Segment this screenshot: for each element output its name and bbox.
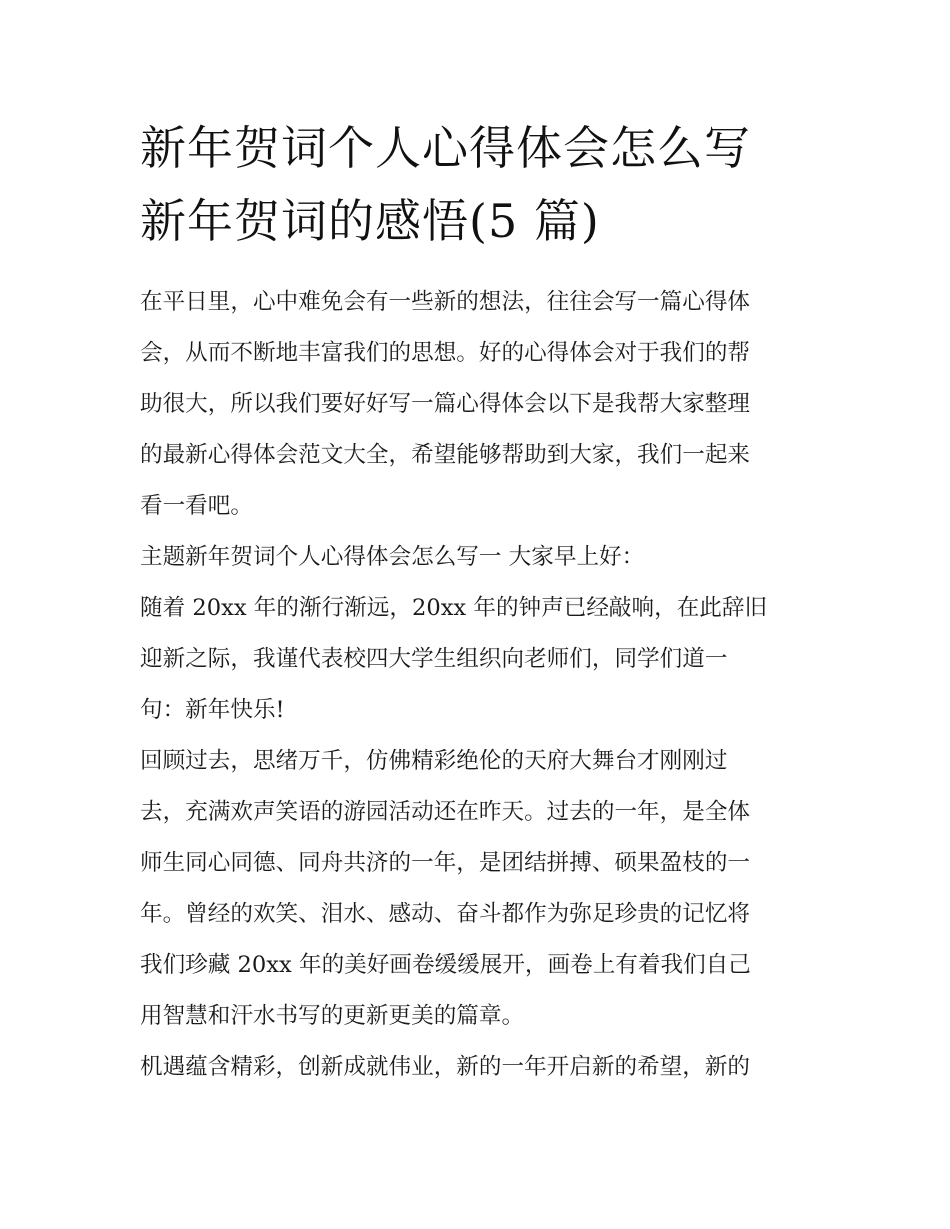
document-body	[140, 277, 812, 1093]
title-line-1: 新年贺词个人心得体会怎么写	[140, 121, 751, 175]
paragraph-subject	[140, 532, 812, 583]
paragraph-intro	[140, 277, 812, 532]
text-line: 主题新年贺词个人心得体会怎么写一 大家早上好：	[140, 544, 645, 570]
text-line: 的最新心得体会范文大全，希望能够帮助到大家，我们一起来	[140, 442, 751, 468]
text-line: 随着 20xx 年的渐行渐远，20xx 年的钟声已经敲响，在此辞旧	[140, 595, 768, 621]
text-line: 去，充满欢声笑语的游园活动还在昨天。过去的一年，是全体	[140, 799, 751, 825]
text-line: 年。曾经的欢笑、泪水、感动、奋斗都作为弥足珍贵的记忆将	[140, 901, 751, 927]
text-line: 迎新之际，我谨代表校四大学生组织向老师们，同学们道一	[140, 646, 728, 672]
text-line: 回顾过去，思绪万千，仿佛精彩绝伦的天府大舞台才刚刚过	[140, 748, 728, 774]
paragraph-greeting	[140, 583, 812, 736]
text-line: 在平日里，心中难免会有一些新的想法，往往会写一篇心得体	[140, 289, 751, 315]
text-line: 看一看吧。	[140, 493, 253, 519]
text-line: 助很大，所以我们要好好写一篇心得体会以下是我帮大家整理	[140, 391, 751, 417]
text-line: 句：新年快乐!	[140, 697, 285, 723]
text-line: 师生同心同德、同舟共济的一年，是团结拼搏、硕果盈枝的一	[140, 850, 751, 876]
title-line-2: 新年贺词的感悟(5 篇)	[140, 194, 600, 248]
text-line: 会，从而不断地丰富我们的思想。好的心得体会对于我们的帮	[140, 340, 751, 366]
text-line: 机遇蕴含精彩，创新成就伟业，新的一年开启新的希望，新的	[140, 1054, 751, 1080]
paragraph-opportunity	[140, 1042, 812, 1093]
paragraph-review	[140, 736, 812, 1042]
text-line: 我们珍藏 20xx 年的美好画卷缓缓展开，画卷上有着我们自己	[140, 952, 751, 978]
document-title	[140, 112, 830, 258]
text-line: 用智慧和汗水书写的更新更美的篇章。	[140, 1003, 525, 1029]
